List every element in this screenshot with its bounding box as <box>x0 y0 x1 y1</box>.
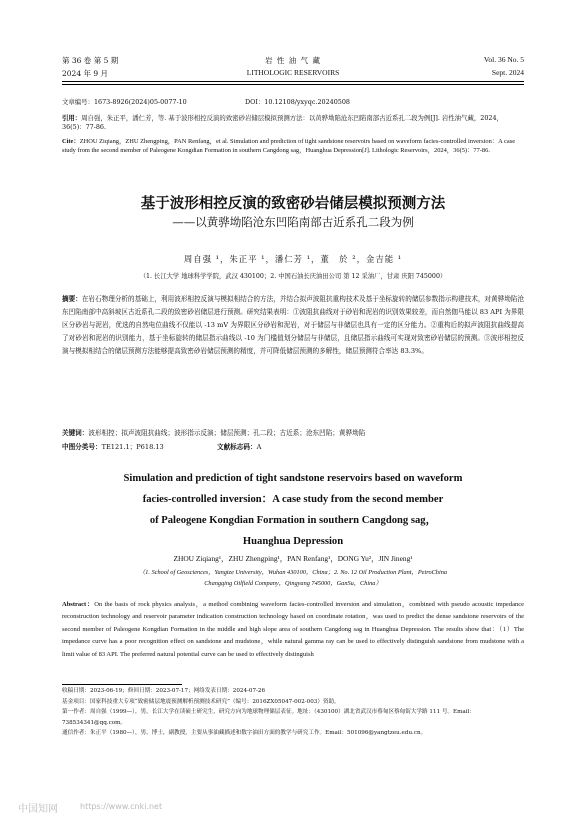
citation-en <box>62 137 524 155</box>
citation-cn-label: 引用： <box>62 114 82 122</box>
header-volume-en: Vol. 36 No. 5 <box>483 55 524 64</box>
watermark-url[interactable]: https://www.cnki.net <box>80 802 163 811</box>
header-journal-en: LITHOLOGIC RESERVOIRS <box>246 68 340 77</box>
keywords-cn-text: 波形相控；拟声波阻抗曲线；波形指示反演；储层预测；孔二段；古近系；沧东凹陷；黄骅坳陷 <box>88 429 366 437</box>
abstract-en-text: On the basis of rock physics analysis，a method combining waveform facies-controlled inversion and simulation，combined with pseudo acoustic impedance reconstruction technology and reservoir parameter indication construction technology based on coordinate rotation，was used to predict the dense sandstone reservoirs of the second member of Paleogene Kongdian Formation in the middle and high slope area of southern Cangdong sag in Huanghua Depression. The results show that：（1）The impedance curve has a poor recognition effect on sandstone and mudstone，while natural gamma ray can be used to effectively distinguish sandstone from mudstone with a limit value of 83 API. The preferred natural potential curve can be used to effectively distinguish <box>62 601 524 658</box>
doc-code: A <box>256 443 262 451</box>
citation-cn-text: 周自强，朱正平，潘仁芳，等. 基于波形相控反演的致密砂岩储层模拟预测方法：以黄骅坳陷沧东凹陷南部古近系孔二段为例[J]. 岩性油气藏，2024，36(5)：77-86. <box>62 114 503 131</box>
fund-info: 基金项目：国家科技重大专项“致密储层地震预测解析预测技术研究”（编号：2016ZX05047-002-003）资助。 <box>62 698 340 705</box>
title-en-line: Simulation and prediction of tight sandstone reservoirs based on waveform <box>123 473 463 484</box>
abstract-cn-label: 摘要： <box>62 295 82 303</box>
received-dates: 收稿日期：2023-06-19；修回日期：2023-07-17；网络发表日期：2024-07-26 <box>62 688 266 694</box>
abstract-en <box>62 599 524 661</box>
affiliations-en-line2: Changqing Oilfield Company，Qingyang 745000，GanSu，China） <box>204 580 382 587</box>
clc-code: TE121.1；P618.13 <box>101 443 164 451</box>
abstract-cn-text: 在岩石物理分析的基础上，利用波形相控反演与模拟相结合的方法，并结合拟声波阻抗重构技术及基于坐标旋转的储层参数指示构建技术，对黄骅坳陷沧东凹陷南部中高斜坡区古近系孔二段的致密砂岩储层进行预测。研究结果表明：①波阻抗曲线对于砂岩和泥岩的识别效果较差，而自然伽马能以 83 API 为界限区分砂岩与泥岩，优选的自然电位曲线不仅能以 -13 mV 为界限区分砂岩和泥岩，对于储层与非储层也具有一定的区分能力。②重构后的拟声波阻抗曲线提高了对砂岩和泥岩的识别能力，基于坐标旋转的储层指示曲线以 -10 为门槛值划分储层与非储层，且储层指示曲线可实现对致密砂岩储层的预测。③波形相控反演与模拟相结合的储层预测方法能够提高致密砂岩储层预测的精度，并可降低储层预测的多解性，储层预测符合率达 83.3%。 <box>62 295 525 355</box>
header-rule-thin <box>62 84 524 85</box>
title-en <box>0 468 586 552</box>
title-en-line: Huanghua Depression <box>242 536 344 547</box>
keywords-cn <box>62 427 524 440</box>
footnote-rule <box>62 684 182 685</box>
title-en-line: of Paleogene Kongdian Formation in southern Cangdong sag， <box>149 515 437 526</box>
header-journal-cn: 岩 性 油 气 藏 <box>264 56 322 65</box>
keywords-cn-label: 关键词： <box>62 429 89 437</box>
citation-en-text: ZHOU Ziqiang，ZHU Zhengping，PAN Renfang，et al. Simulation and prediction of tight sandstone reservoirs based on waveform facies-controlled inversion：A case study from the second member of Paleogene Kongdian Formation in southern Cangdong sag，Huanghua Depression[J]. Lithologic Reservoirs，2024，36(5)：77-86. <box>62 138 516 154</box>
title-cn: 基于波形相控反演的致密砂岩储层模拟预测方法 <box>140 195 446 212</box>
article-meta <box>62 98 524 107</box>
title-en-line: facies-controlled inversion：A case study from the second member <box>142 494 444 505</box>
classification <box>62 441 524 454</box>
affiliations-cn: （1. 长江大学 地球科学学院，武汉 430100；2. 中国石油长庆油田公司 第 12 采油厂，甘肃 庆阳 745000） <box>139 273 447 280</box>
footnotes <box>62 686 524 739</box>
clc-label: 中图分类号： <box>62 443 102 451</box>
authors-en: ZHOU Ziqiang¹，ZHU Zhengping¹，PAN Renfang¹，DONG Yu²，JIN Jineng¹ <box>173 554 413 563</box>
first-author-info: 第一作者：周自强（1999—），男，长江大学在读硕士研究生，研究方向为地球物理储层表征。地址：（430100）湖北省武汉市蔡甸区蔡甸街大学路 111 号。Email：738534341@qq.com。 <box>62 709 475 726</box>
subtitle-cn: ——以黄骅坳陷沧东凹陷南部古近系孔二段为例 <box>172 215 414 229</box>
header-date-en: Sept. 2024 <box>491 68 524 77</box>
article-number: 文章编号：1673-8926(2024)05-0077-10 <box>62 98 187 106</box>
header-volume-cn: 第 36 卷 第 5 期 <box>62 56 119 65</box>
doi: DOI：10.12108/yxyqc.20240508 <box>245 98 350 106</box>
abstract-cn <box>62 293 524 358</box>
citation-en-label: Cite： <box>62 138 80 145</box>
corresponding-author-info: 通信作者：朱正平（1980—），男，博士，副教授，主要从事油藏描述和数字油田方面的教学与研究工作。Email：501096@yangtzeu.edu.cn。 <box>62 730 427 736</box>
watermark-cnki: 中国知网 <box>18 804 58 815</box>
header-date-cn: 2024 年 9 月 <box>62 69 109 78</box>
authors-cn: 周自强 ¹，朱正平 ¹，潘仁芳 ¹，董 於 ²，金吉能 ¹ <box>183 254 403 264</box>
citation-cn <box>62 114 524 132</box>
header-rule <box>62 81 524 82</box>
doc-code-label: 文献标志码： <box>217 443 257 451</box>
abstract-en-label: Abstract： <box>62 601 95 608</box>
affiliations-en-line1: （1. School of Geosciences，Yangtze University，Wuhan 430100，China；2. No. 12 Oil Production Plant，PetroChina <box>138 569 447 576</box>
